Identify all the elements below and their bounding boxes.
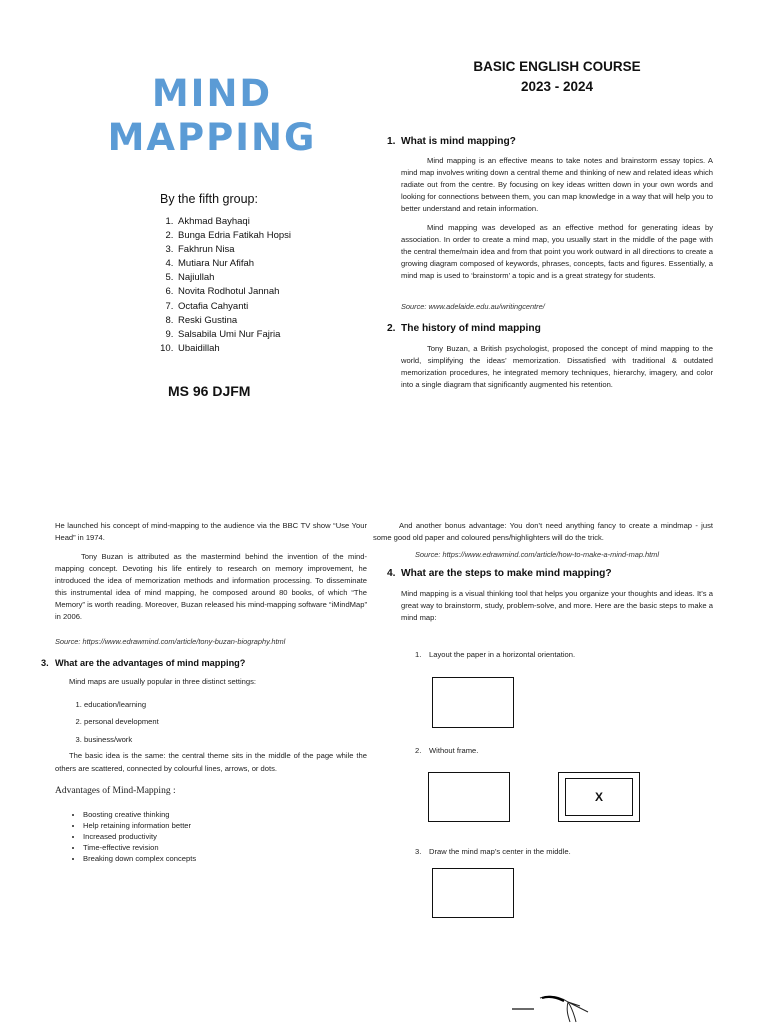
section-2-source: Source: https://www.edrawmind.com/article/tony-buzan-biography.html <box>55 637 286 646</box>
course-name: BASIC ENGLISH COURSE <box>473 59 641 74</box>
list-item: • Help retaining information better <box>83 820 196 831</box>
step-2: 2. Without frame. <box>415 746 479 755</box>
member-item: 9. Salsabila Umi Nur Fajria <box>176 328 291 342</box>
member-item: 5. Najiullah <box>176 271 291 285</box>
step-1: 1. Layout the paper in a horizontal orientation. <box>415 650 576 659</box>
list-item: 2. personal development <box>84 713 159 730</box>
horizontal-paper-illustration <box>432 677 514 728</box>
step-3: 3. Draw the mind map’s center in the middle. <box>415 847 571 856</box>
center-paper-illustration <box>432 868 514 918</box>
section-3-intro: Mind maps are usually popular in three distinct settings: <box>69 677 256 686</box>
member-list <box>156 215 291 356</box>
framed-paper-illustration <box>558 772 640 822</box>
cross-mark: X <box>594 790 603 804</box>
section-1-heading: 1. What is mind mapping? <box>387 136 516 147</box>
title-line-1: MIND <box>151 72 273 115</box>
section-2-paragraph-1: Tony Buzan, a British psychologist, proposed the concept of mind mapping to the world, simplifying the ideas’ memorization. Dissatisfied with traditional & outdated memorization procedures, he integrated memory techniques, hierarchy, imagery, and color into a single diagram that significantly augmented his retention. <box>401 344 713 390</box>
course-title <box>456 57 658 97</box>
course-year: 2023 - 2024 <box>520 79 594 94</box>
section-3-heading: 3. What are the advantages of mind mapping? <box>41 658 246 668</box>
section-4-intro: Mind mapping is a visual thinking tool that helps you organize your thoughts and ideas. It’s a great way to brainstorm, study, problem-solve, and more. Here are the basic steps to make a mind map: <box>401 589 713 623</box>
member-item: 7. Octafia Cahyanti <box>176 300 291 314</box>
section-2-paragraph-3: Tony Buzan is attributed as the mastermind behind the invention of the mind-mapping concept. Devoting his life entirely to research on memory improvement, he introduced the idea of memorization methods and information processing. To disseminate this instrumental idea of mind mapping, he composed around 80 books, of which “The Memory” is worth reading. Moreover, Buzan released his mind-mapping software “iMindMap” in 2006. <box>55 552 367 622</box>
section-1-paragraph-1: Mind mapping is an effective means to take notes and brainstorm essay topics. A mind map involves writing down a central theme and thinking of new and related ideas which radiate out from the centre. By focusing on key ideas written down in your own words and looking for connections between them, you can map knowledge in a way that will help you to better understand and retain information. <box>401 156 713 214</box>
list-item: 3. business/work <box>84 731 159 748</box>
list-item: 1. education/learning <box>84 696 159 713</box>
section-2-heading: 2. The history of mind mapping <box>387 323 541 334</box>
section-1-paragraph-2: Mind mapping was developed as an effective method for generating ideas by association. In order to create a mind map, you usually start in the middle of the page with the central theme/main idea and from that point you work outward in all directions to create a growing diagram composed of keywords, phrases, concepts, facts and figures. Essentially, a mind map is used to ‘brainstorm’ a topic and is a great strategy for students. <box>401 223 713 281</box>
member-item: 2. Bunga Edria Fatikah Hopsi <box>176 229 291 243</box>
settings-list <box>68 696 159 748</box>
list-item: • Increased productivity <box>83 831 196 842</box>
list-item: • Time-effective revision <box>83 842 196 853</box>
no-frame-paper-illustration <box>428 772 510 822</box>
class-code: MS 96 DJFM <box>168 383 251 399</box>
section-4-heading: 4. What are the steps to make mind mapping? <box>387 568 612 579</box>
bonus-paragraph: And another bonus advantage: You don’t need anything fancy to create a mindmap - just some good old paper and coloured pens/highlighters will do the trick. <box>373 521 713 543</box>
list-item: • Boosting creative thinking <box>83 809 196 820</box>
member-item: 6. Novita Rodhotul Jannah <box>176 285 291 299</box>
document-title <box>100 72 324 160</box>
member-item: 10. Ubaidillah <box>176 342 291 356</box>
advantages-heading: Advantages of Mind-Mapping : <box>55 786 176 796</box>
branch-sketch-icon <box>508 992 598 1024</box>
member-item: 3. Fakhrun Nisa <box>176 243 291 257</box>
list-item: • Breaking down complex concepts <box>83 853 196 864</box>
advantages-list <box>67 809 196 864</box>
section-2-paragraph-2: He launched his concept of mind-mapping to the audience via the BBC TV show “Use Your Head” in 1974. <box>55 521 367 543</box>
section-3-source: Source: https://www.edrawmind.com/article/how-to-make-a-mind-map.html <box>415 550 659 559</box>
member-item: 4. Mutiara Nur Afifah <box>176 257 291 271</box>
member-item: 1. Akhmad Bayhaqi <box>176 215 291 229</box>
inner-frame <box>565 778 633 816</box>
section-3-paragraph: The basic idea is the same: the central theme sits in the middle of the page while the others are scattered, connected by colourful lines, arrows, or dots. <box>55 751 367 773</box>
member-item: 8. Reski Gustina <box>176 314 291 328</box>
group-label: By the fifth group: <box>160 192 258 206</box>
title-line-2: MAPPING <box>107 116 317 159</box>
section-1-source: Source: www.adelaide.edu.au/writingcentre/ <box>401 302 545 311</box>
